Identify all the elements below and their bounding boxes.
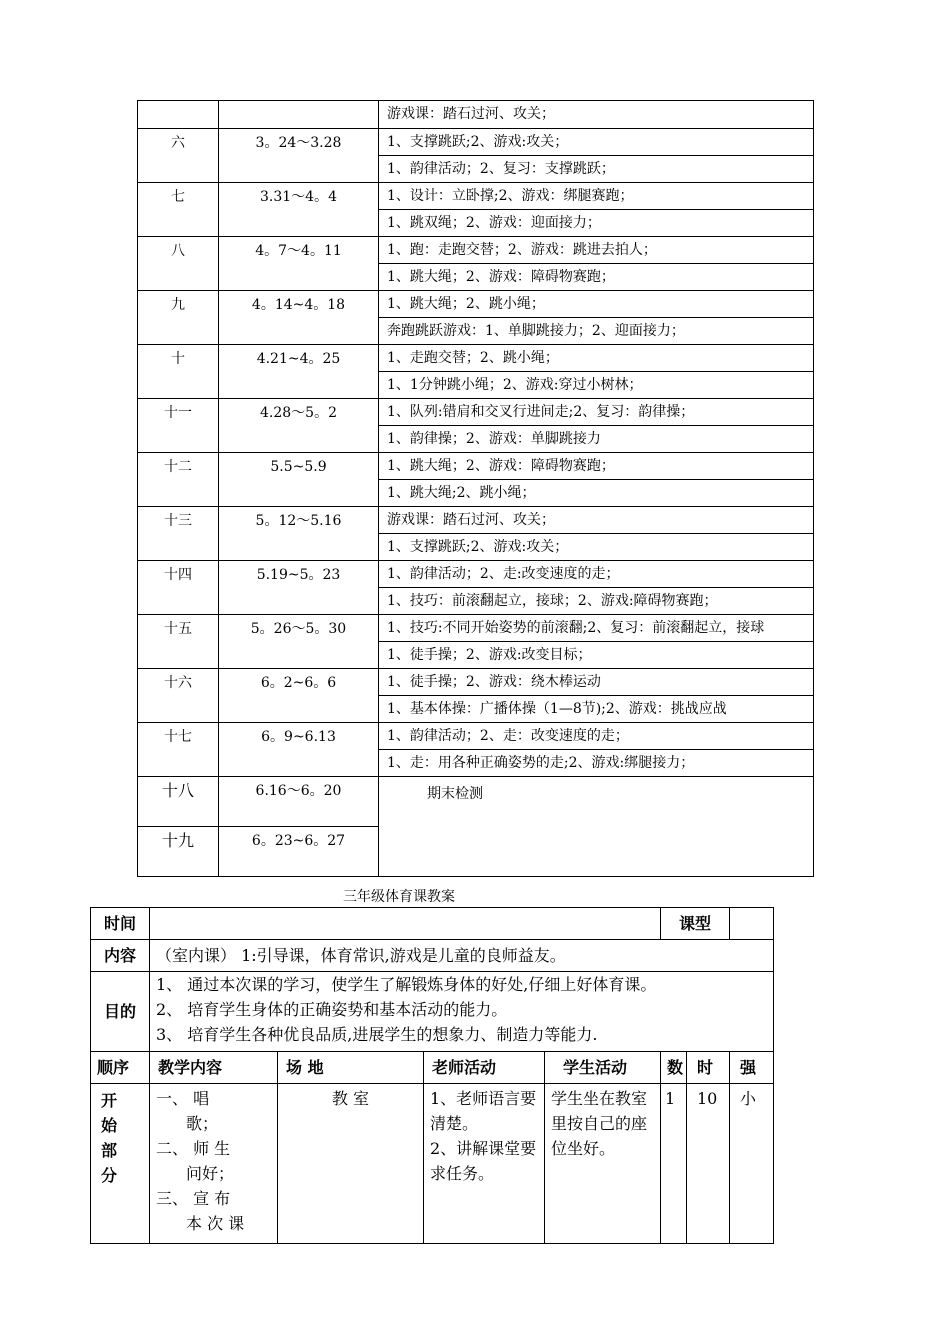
- header-content: 教学内容: [150, 1052, 278, 1084]
- activity-cell: 1、基本体操：广播体操（1—8节);2、游戏：挑战应战: [379, 696, 814, 723]
- goal-list: [150, 972, 774, 1052]
- week-number: 十九: [138, 827, 219, 877]
- week-dates: 3.31～4。4: [219, 183, 379, 237]
- intensity-value: 小: [730, 1084, 774, 1244]
- week-number: 八: [138, 237, 219, 291]
- activity-cell: 1、跳双绳；2、游戏：迎面接力；: [379, 210, 814, 237]
- week-dates: 4。7～4。11: [219, 237, 379, 291]
- activity-cell: 1、支撑跳跃;2、游戏:攻关；: [379, 129, 814, 156]
- week-number: 六: [138, 129, 219, 183]
- schedule-row: [138, 507, 814, 534]
- content-value: （室内课） 1:引导课，体育常识,游戏是儿童的良师益友。: [150, 940, 774, 972]
- activity-cell: 1、韵律活动；2、走:改变速度的走；: [379, 561, 814, 588]
- week-dates: 4。14~4。18: [219, 291, 379, 345]
- final-exam-cell: 期末检测: [379, 777, 814, 877]
- week-dates: 6。2~6。6: [219, 669, 379, 723]
- week-dates: 6.16～6。20: [219, 777, 379, 827]
- goal-label: 目的: [91, 972, 150, 1052]
- content-label: 内容: [91, 940, 150, 972]
- count-value: 1: [661, 1084, 687, 1244]
- activity-cell: 1、韵律活动；2、走：改变速度的走；: [379, 723, 814, 750]
- week-number: 十二: [138, 453, 219, 507]
- schedule-row: [138, 183, 814, 210]
- activity-cell: 1、徒手操；2、游戏:改变目标；: [379, 642, 814, 669]
- header-time: 时: [687, 1052, 730, 1084]
- activity-cell: 1、走：用各种正确姿势的走;2、游戏:绑腿接力；: [379, 750, 814, 777]
- activity-cell: 游戏课：踏石过河、攻关；: [379, 507, 814, 534]
- lesson-type-label: 课型: [661, 908, 730, 940]
- week-number: 十七: [138, 723, 219, 777]
- week-dates: 5.5~5.9: [219, 453, 379, 507]
- week-number: 十六: [138, 669, 219, 723]
- week-dates: 4.21~4。25: [219, 345, 379, 399]
- lesson-type-value: [730, 908, 774, 940]
- activity-cell: 游戏课：踏石过河、攻关；: [379, 101, 814, 129]
- week-dates: 3。24～3.28: [219, 129, 379, 183]
- activity-cell: 1、跑：走跑交替；2、游戏：跳进去拍人；: [379, 237, 814, 264]
- time-label: 时间: [91, 908, 150, 940]
- activity-cell: 1、跳大绳；2、跳小绳；: [379, 291, 814, 318]
- activity-cell: 1、支撑跳跃;2、游戏:攻关；: [379, 534, 814, 561]
- activity-cell: 1、韵律活动；2、复习：支撑跳跃；: [379, 156, 814, 183]
- header-teacher: 老师活动: [424, 1052, 545, 1084]
- week-number: 七: [138, 183, 219, 237]
- week-number: 十一: [138, 399, 219, 453]
- week-number: 十四: [138, 561, 219, 615]
- schedule-row: [138, 723, 814, 750]
- week-number: 十: [138, 345, 219, 399]
- goal-item: 2、 培育学生身体的正确姿势和基本活动的能力。: [156, 1000, 508, 1019]
- header-count: 数: [661, 1052, 687, 1084]
- activity-cell: 奔跑跳跃游戏：1、单脚跳接力；2、迎面接力；: [379, 318, 814, 345]
- week-dates: [219, 101, 379, 129]
- week-number: 十五: [138, 615, 219, 669]
- activity-cell: 1、1分钟跳小绳；2、游戏:穿过小树林；: [379, 372, 814, 399]
- week-number: 十三: [138, 507, 219, 561]
- schedule-row: [138, 237, 814, 264]
- activity-cell: 1、跳大绳；2、游戏：障碍物赛跑；: [379, 453, 814, 480]
- time-value: [150, 908, 661, 940]
- header-venue: 场 地: [278, 1052, 424, 1084]
- header-intensity: 强: [730, 1052, 774, 1084]
- schedule-row: [138, 101, 814, 129]
- lesson-plan-table: [90, 907, 774, 1244]
- activity-cell: 1、跳大绳；2、游戏：障碍物赛跑；: [379, 264, 814, 291]
- section-start-label: 开 始 部 分: [91, 1084, 150, 1244]
- week-number: [138, 101, 219, 129]
- week-number: 十八: [138, 777, 219, 827]
- header-student: 学生活动: [545, 1052, 661, 1084]
- time-minutes: 10: [687, 1084, 730, 1244]
- week-dates: 5。12～5.16: [219, 507, 379, 561]
- week-dates: 6。9~6.13: [219, 723, 379, 777]
- activity-cell: 1、技巧:不同开始姿势的前滚翻;2、复习：前滚翻起立，接球: [379, 615, 814, 642]
- schedule-row: [138, 345, 814, 372]
- venue-value: 教 室: [278, 1084, 424, 1244]
- activity-cell: 1、设计：立卧撑;2、游戏：绑腿赛跑；: [379, 183, 814, 210]
- week-dates: 6。23~6。27: [219, 827, 379, 877]
- activity-cell: 1、跳大绳;2、跳小绳；: [379, 480, 814, 507]
- student-activity: 学生坐在教室里按自己的座位坐好。: [545, 1084, 661, 1244]
- week-number: 九: [138, 291, 219, 345]
- header-order: 顺序: [91, 1052, 150, 1084]
- schedule-row: [138, 129, 814, 156]
- schedule-row: [138, 615, 814, 642]
- week-dates: 5。26～5。30: [219, 615, 379, 669]
- teacher-activity: 1、老师语言要清楚。 2、讲解课堂要求任务。: [424, 1084, 545, 1244]
- week-dates: 5.19~5。23: [219, 561, 379, 615]
- teaching-content: 一、 唱 歌； 二、 师 生 问好； 三、 宣 布 本 次 课: [150, 1084, 278, 1244]
- schedule-row: [138, 291, 814, 318]
- weekly-schedule-table: [137, 100, 814, 877]
- schedule-row: [138, 561, 814, 588]
- activity-cell: 1、韵律操；2、游戏：单脚跳接力: [379, 426, 814, 453]
- schedule-row: [138, 669, 814, 696]
- week-dates: 4.28～5。2: [219, 399, 379, 453]
- schedule-row: [138, 399, 814, 426]
- schedule-row: [138, 453, 814, 480]
- schedule-row: [138, 777, 814, 827]
- activity-cell: 1、技巧：前滚翻起立，接球；2、游戏:障碍物赛跑；: [379, 588, 814, 615]
- goal-item: 1、 通过本次课的学习，使学生了解锻炼身体的好处,仔细上好体育课。: [156, 975, 657, 994]
- lesson-plan-caption: 三年级体育课教案: [343, 889, 455, 905]
- activity-cell: 1、队列:错肩和交叉行进间走;2、复习：韵律操；: [379, 399, 814, 426]
- activity-cell: 1、徒手操；2、游戏：绕木棒运动: [379, 669, 814, 696]
- goal-item: 3、 培育学生各种优良品质,进展学生的想象力、制造力等能力.: [156, 1025, 598, 1044]
- activity-cell: 1、走跑交替；2、跳小绳；: [379, 345, 814, 372]
